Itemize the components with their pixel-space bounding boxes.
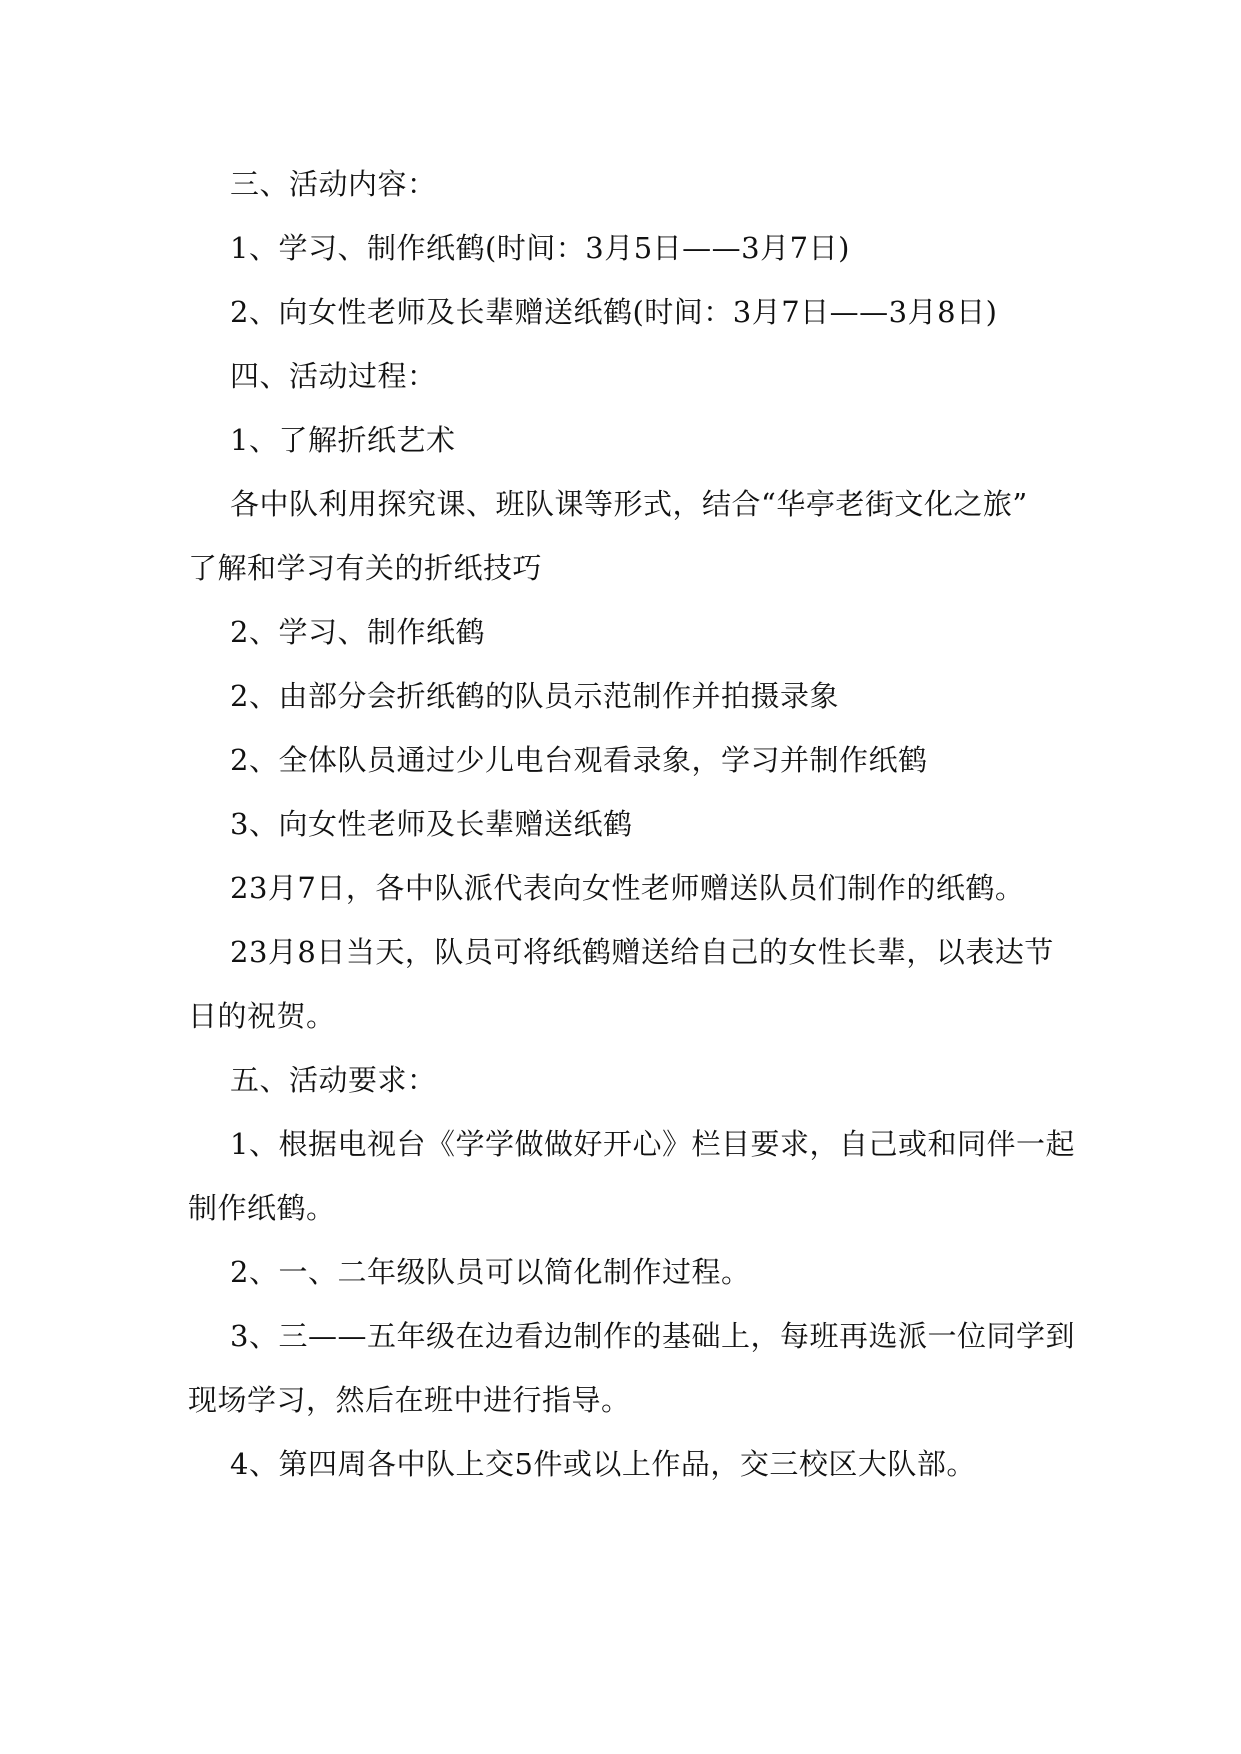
paragraph-line: 2、全体队员通过少儿电台观看录象，学习并制作纸鹤 [230, 743, 928, 777]
paragraph-line: 23月8日当天，队员可将纸鹤赠送给自己的女性长辈，以表达节 [230, 935, 1054, 969]
paragraph-line: 日的祝贺。 [188, 999, 336, 1033]
paragraph-line: 制作纸鹤。 [188, 1191, 336, 1225]
paragraph-line: 23月7日，各中队派代表向女性老师赠送队员们制作的纸鹤。 [230, 871, 1025, 905]
paragraph-line: 现场学习，然后在班中进行指导。 [188, 1383, 631, 1417]
paragraph-line: 2、一、二年级队员可以简化制作过程。 [230, 1255, 751, 1289]
paragraph-line: 2、由部分会折纸鹤的队员示范制作并拍摄录象 [230, 679, 839, 713]
paragraph-line: 2、学习、制作纸鹤 [230, 615, 485, 649]
paragraph-line: 3、三——五年级在边看边制作的基础上，每班再选派一位同学到 [230, 1319, 1075, 1353]
paragraph-line: 3、向女性老师及长辈赠送纸鹤 [230, 807, 633, 841]
section-heading-activity-requirements: 五、活动要求： [230, 1063, 437, 1097]
paragraph-line: 各中队利用探究课、班队课等形式，结合“华亭老街文化之旅” [230, 487, 1028, 521]
paragraph-line: 1、根据电视台《学学做做好开心》栏目要求，自己或和同伴一起 [230, 1127, 1075, 1161]
paragraph-line: 1、了解折纸艺术 [230, 423, 456, 457]
section-heading-activity-content: 三、活动内容： [230, 167, 437, 201]
paragraph-line: 1、学习、制作纸鹤(时间：3月5日——3月7日) [230, 231, 850, 265]
paragraph-line: 2、向女性老师及长辈赠送纸鹤(时间：3月7日——3月8日) [230, 295, 998, 329]
paragraph-line: 了解和学习有关的折纸技巧 [188, 551, 543, 585]
paragraph-line: 4、第四周各中队上交5件或以上作品，交三校区大队部。 [230, 1447, 976, 1481]
section-heading-activity-process: 四、活动过程： [230, 359, 437, 393]
